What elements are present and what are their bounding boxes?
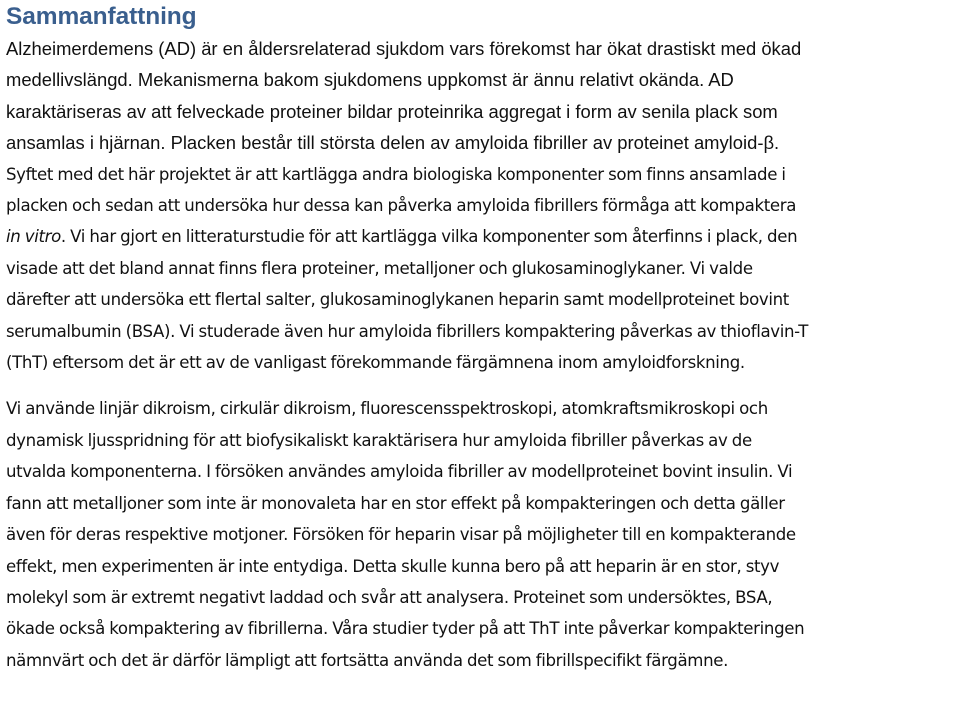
text-line: visade att det bland annat finns flera proteiner, metalljoner och glukosaminoglykaner. Vi valde <box>6 258 753 278</box>
text-line: Vi använde linjär dikroism, cirkulär dikroism, fluorescensspektroskopi, atomkraftsmikroskopi och <box>6 399 768 419</box>
text-line: ökade också kompaktering av fibrillerna. Våra studier tyder på att ThT inte påverkar kompakteringen <box>6 619 805 639</box>
text-line: karaktäriseras av att felveckade proteiner bildar proteinrika aggregat i form av senila plack som <box>6 100 778 122</box>
page-title: Sammanfattning <box>6 3 197 30</box>
document-page <box>6 0 956 676</box>
text-line: (ThT) eftersom det är ett av de vanligast förekommande färgämnena inom amyloidforskning. <box>6 353 745 373</box>
italic-text: in vitro <box>6 227 61 247</box>
text-line: Syftet med det här projektet är att kartlägga andra biologiska komponenter som finns ansamlade i <box>6 164 786 184</box>
paragraph-2 <box>6 393 956 676</box>
text-line-rest: . Vi har gjort en litteraturstudie för att kartlägga vilka komponenter som återfinns i plack, den <box>60 227 798 247</box>
text-line <box>6 221 956 252</box>
text-line: även för deras respektive motjoner. Försöken för heparin visar på möjligheter till en kompakterande <box>6 525 796 545</box>
text-line: ansamlas i hjärnan. Placken består till största delen av amyloida fibriller av proteinet amyloid-β. <box>6 132 780 154</box>
text-line: effekt, men experimenten är inte entydiga. Detta skulle kunna bero på att heparin är en stor, styv <box>6 556 780 576</box>
paragraph-1 <box>6 33 956 378</box>
text-line: därefter att undersöka ett flertal salter, glukosaminoglykanen heparin samt modellproteinet bovint <box>6 290 789 310</box>
text-line: placken och sedan att undersöka hur dessa kan påverka amyloida fibrillers förmåga att kompaktera <box>6 196 797 216</box>
text-line: Alzheimerdemens (AD) är en åldersrelaterad sjukdom vars förekomst har ökat drastiskt med ökad <box>6 38 802 59</box>
text-line: molekyl som är extremt negativt laddad och svår att analysera. Proteinet som undersöktes, BSA, <box>6 587 773 607</box>
text-line: medellivslängd. Mekanismerna bakom sjukdomens uppkomst är ännu relativt okända. AD <box>6 69 734 91</box>
text-line: dynamisk ljusspridning för att biofysikaliskt karaktärisera hur amyloida fibriller påverkas av de <box>6 430 752 450</box>
text-line: fann att metalljoner som inte är monovaleta har en stor effekt på kompakteringen och detta gäller <box>6 493 785 513</box>
text-line: utvalda komponenterna. I försöken användes amyloida fibriller av modellproteinet bovint insulin. Vi <box>6 462 793 482</box>
text-line: serumalbumin (BSA). Vi studerade även hur amyloida fibrillers kompaktering påverkas av thioflavin-T <box>6 321 809 341</box>
text-line: nämnvärt och det är därför lämpligt att fortsätta använda det som fibrillspecifikt färgämne. <box>6 650 729 670</box>
